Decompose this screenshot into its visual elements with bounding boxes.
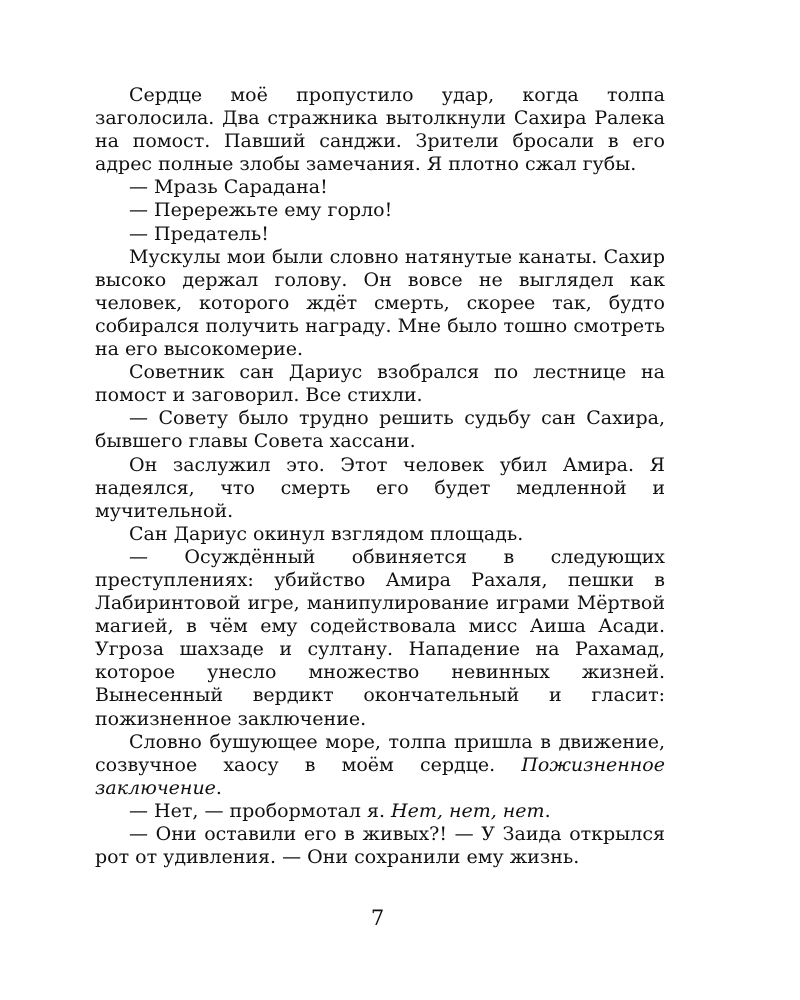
paragraph: Он заслужил это. Этот человек убил Амира. Я надеялся, что смерть его будет медленной и мучительной. [95, 453, 665, 522]
paragraph: — Совету было трудно решить судьбу сан Сахира, бывшего главы Совета хассани. [95, 407, 665, 453]
paragraph: Словно бушующее море, толпа пришла в движение, созвучное хаосу в моём сердце. Пожизненное заключение. [95, 730, 665, 799]
paragraph: — Осуждённый обвиняется в следующих преступлениях: убийство Амира Рахаля, пешки в Лабиринтовой игре, манипулирование играми Мёртвой магией, в чём ему содействовала мисс Аиша Асади. Угроза шахзаде и султану. Нападение на Рахамад, которое унесло множество невинных жизней. Вынесенный вердикт окончательный и гласит: пожизненное заключение. [95, 545, 665, 730]
paragraph: Сан Дариус окинул взглядом площадь. [129, 522, 524, 545]
page-number: 7 [370, 906, 385, 930]
paragraph: — Мразь Сарадана! [129, 176, 328, 199]
paragraph: — Предатель! [129, 222, 269, 245]
paragraph: Советник сан Дариус взобрался по лестнице на помост и заговорил. Все стихли. [95, 361, 665, 407]
italic-phrase: Нет, нет, нет [391, 799, 545, 822]
italic-phrase: Пожизненное заключение [95, 753, 665, 799]
page-body-text [95, 84, 665, 869]
paragraph: — Нет, — пробормотал я. Нет, нет, нет. [129, 799, 551, 822]
paragraph: Сердце моё пропустило удар, когда толпа заголосила. Два стражника вытолкнули Сахира Ралека на помост. Павший санджи. Зрители бросали в его адрес полные злобы замечания. Я плотно сжал губы. [95, 84, 665, 176]
paragraph: — Они оставили его в живых?! — У Заида открылся рот от удивления. — Они сохранили ему жизнь. [95, 823, 665, 869]
paragraph: Мускулы мои были словно натянутые канаты. Сахир высоко держал голову. Он вовсе не выглядел как человек, которого ждёт смерть, скорее так, будто собирался получить награду. Мне было тошно смотреть на его высокомерие. [95, 245, 665, 361]
paragraph: — Перережьте ему горло! [129, 199, 393, 222]
